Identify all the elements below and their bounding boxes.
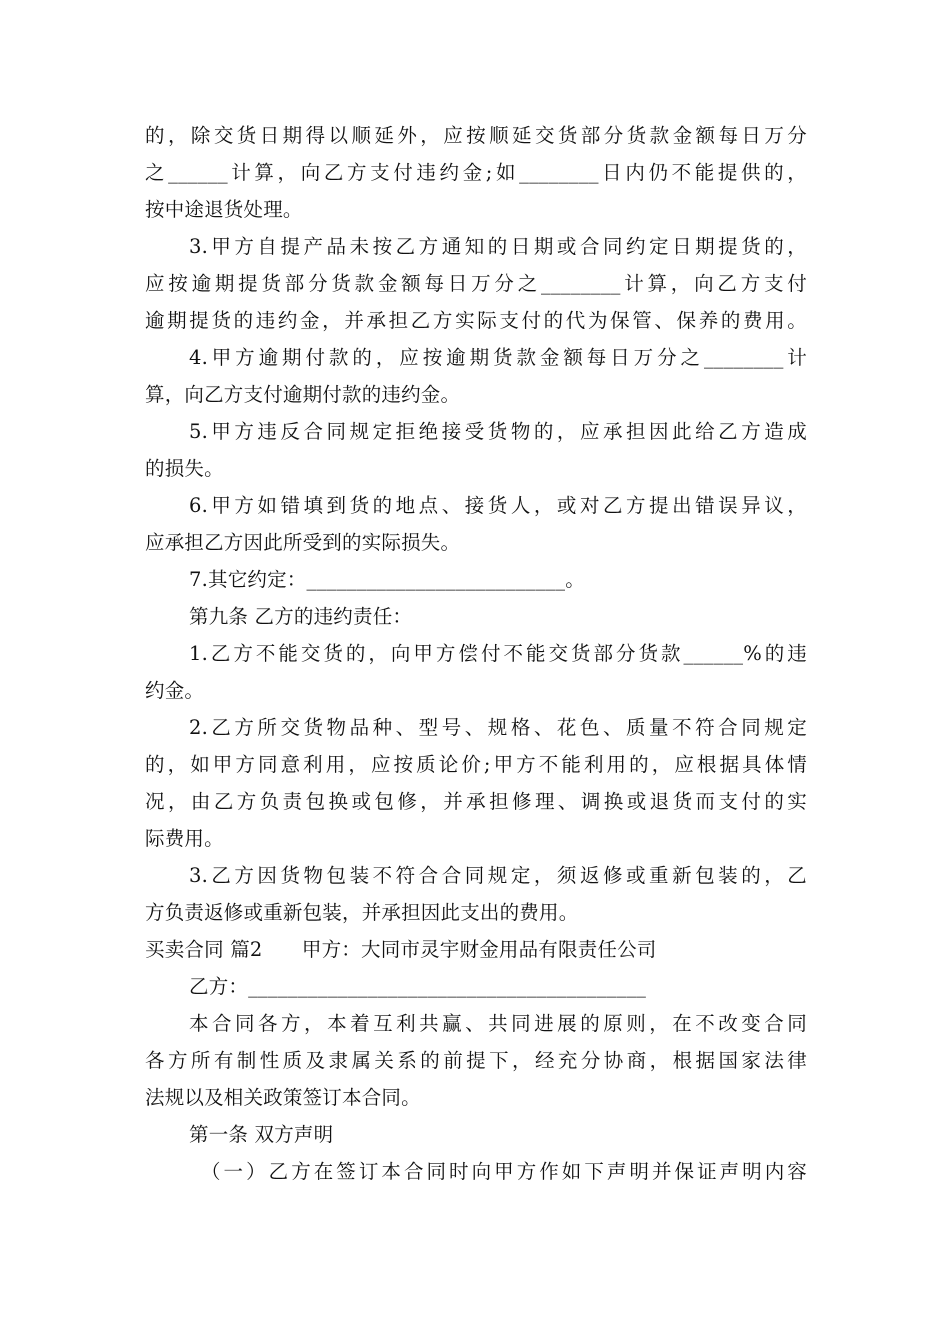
text-line: 按中途退货处理。	[145, 198, 303, 221]
text-line: 算，向乙方支付逾期付款的违约金。	[145, 383, 461, 406]
text-line: 乙方：________________________________________	[189, 975, 647, 998]
text-line: 3.甲方自提产品未按乙方通知的日期或合同约定日期提货的，	[189, 235, 807, 258]
text-line: 际费用。	[145, 827, 224, 850]
text-line: 3.乙方因货物包装不符合合同规定，须返修或重新包装的，乙	[189, 864, 807, 887]
text-line: 约金。	[145, 679, 205, 702]
text-line: 1.乙方不能交货的，向甲方偿付不能交货部分货款______%的违	[189, 642, 807, 665]
text-line: 本合同各方，本着互利共赢、共同进展的原则，在不改变合同	[189, 1012, 807, 1035]
text-line: 应承担乙方因此所受到的实际损失。	[145, 531, 461, 554]
text-line: 况，由乙方负责包换或包修，并承担修理、调换或退货而支付的实	[145, 790, 807, 813]
text-line: 之______计算，向乙方支付违约金;如________日内仍不能提供的，	[145, 161, 807, 184]
text-line: 方负责返修或重新包装，并承担因此支出的费用。	[145, 901, 579, 924]
text-line: 6.甲方如错填到货的地点、接货人，或对乙方提出错误异议，	[189, 494, 807, 517]
text-line: 7.其它约定：__________________________。	[189, 568, 585, 591]
text-line: 买卖合同 篇2 甲方：大同市灵宇财金用品有限责任公司	[145, 938, 657, 961]
text-line: 2.乙方所交货物品种、型号、规格、花色、质量不符合同规定	[189, 716, 807, 739]
text-line: （一）乙方在签订本合同时向甲方作如下声明并保证声明内容	[201, 1160, 807, 1183]
text-line: 逾期提货的违约金，并承担乙方实际支付的代为保管、保养的费用。	[145, 309, 807, 332]
text-line: 法规以及相关政策签订本合同。	[145, 1086, 421, 1109]
text-line: 的，如甲方同意利用，应按质论价;甲方不能利用的，应根据具体情	[145, 753, 807, 776]
text-line: 第九条 乙方的违约责任：	[189, 605, 413, 628]
text-line: 4.甲方逾期付款的，应按逾期货款金额每日万分之________计	[189, 346, 807, 369]
text-line: 的，除交货日期得以顺延外，应按顺延交货部分货款金额每日万分	[145, 124, 807, 147]
text-line: 应按逾期提货部分货款金额每日万分之________计算，向乙方支付	[145, 272, 807, 295]
text-line: 第一条 双方声明	[189, 1123, 334, 1146]
document-page	[145, 117, 807, 1190]
text-line: 各方所有制性质及隶属关系的前提下，经充分协商，根据国家法律	[145, 1049, 807, 1072]
text-line: 5.甲方违反合同规定拒绝接受货物的，应承担因此给乙方造成	[189, 420, 807, 443]
text-line: 的损失。	[145, 457, 224, 480]
